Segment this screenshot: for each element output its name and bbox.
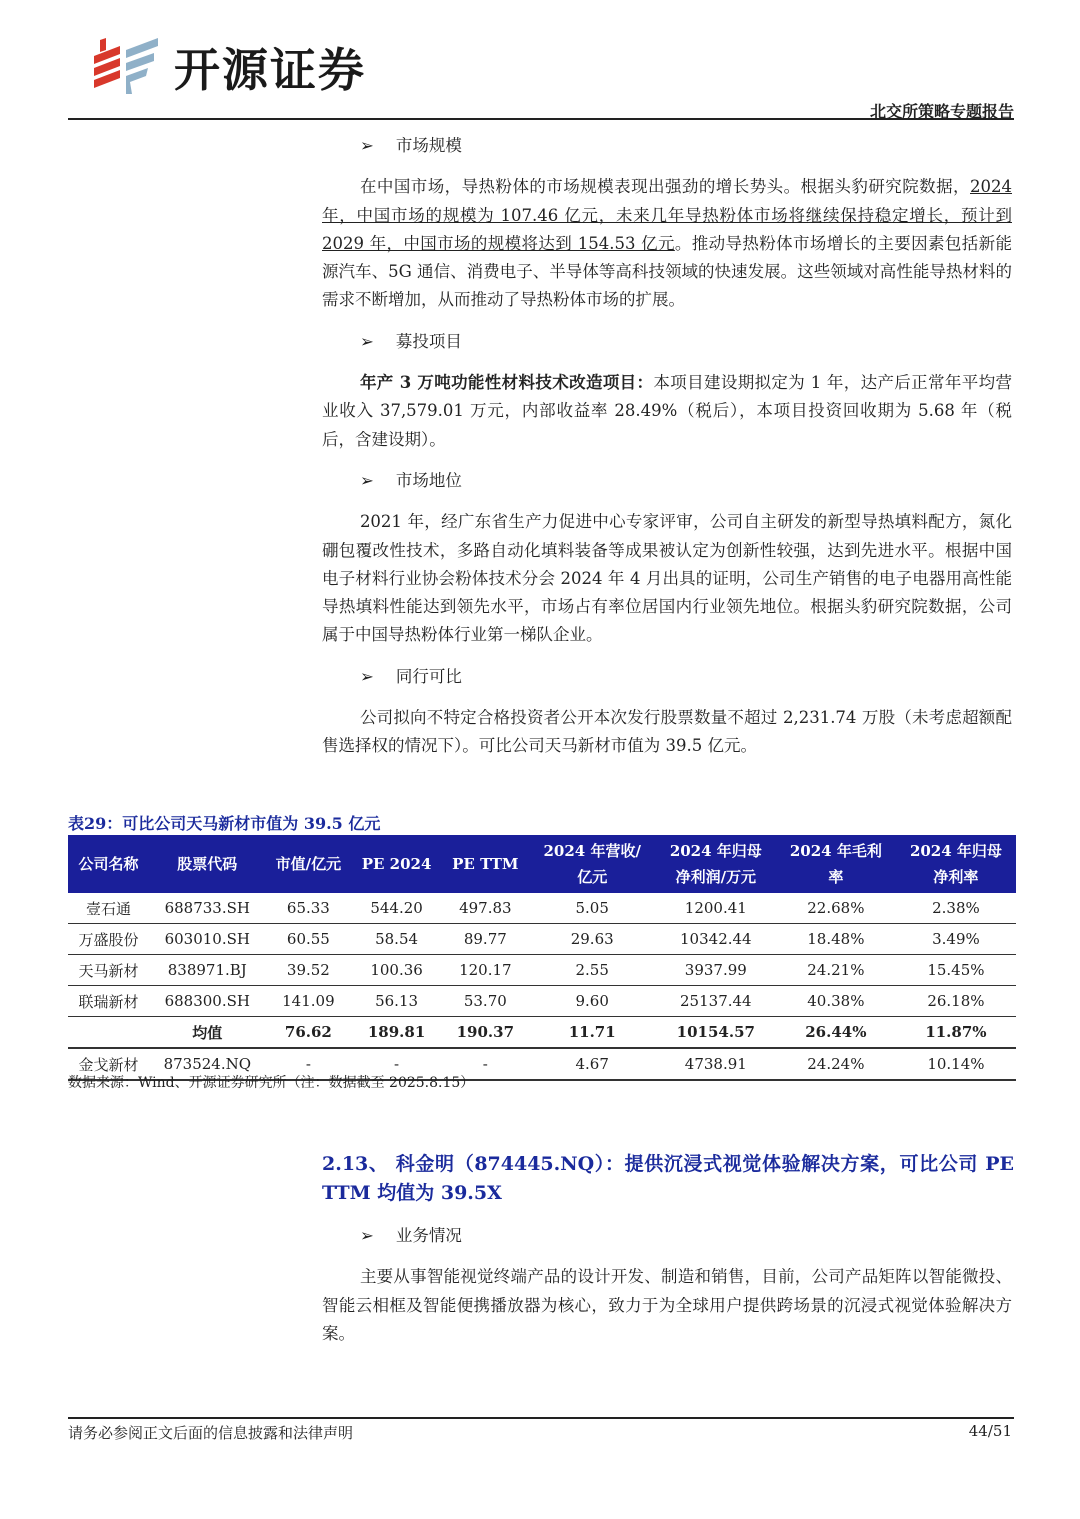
column-header: 2024 年归母 净利率	[909, 842, 1002, 886]
table-cell: 26.18%	[896, 986, 1016, 1017]
arrow-bullet-icon: ➢	[360, 1226, 374, 1245]
table-header-row	[68, 835, 1016, 893]
column-header: PE TTM	[452, 855, 519, 873]
table-row	[68, 924, 1016, 955]
arrow-bullet-icon: ➢	[360, 666, 374, 686]
table-cell: 65.33	[266, 893, 351, 924]
table-row	[68, 1017, 1016, 1049]
text-run: 在中国市场，导热粉体的市场规模表现出强劲的增长势头。根据头豹研究院数据，	[359, 177, 970, 197]
comparable-companies-table	[68, 835, 1016, 1081]
table-cell: 120.17	[442, 955, 529, 986]
table-cell: 58.54	[351, 924, 442, 955]
table-cell: 18.48%	[776, 924, 896, 955]
table-cell: 76.62	[266, 1017, 351, 1049]
text-run: 本项目建设期拟定为 1 年，达产后正常年平均营业收入 37,579.01 万元，内部收益率 28.49%（税后），本项目投资回收期为 5.68 年（税后，含建设期）。	[322, 373, 1012, 449]
table-cell: 均值	[149, 1017, 266, 1049]
table-cell: 89.77	[442, 924, 529, 955]
table-cell: -	[351, 1048, 442, 1080]
table-cell: 11.71	[529, 1017, 656, 1049]
table-cell: 15.45%	[896, 955, 1016, 986]
table-row	[68, 955, 1016, 986]
table-title: 表29：可比公司天马新材市值为 39.5 亿元	[68, 814, 381, 833]
table-cell: 688300.SH	[149, 986, 266, 1017]
paragraph: 主要从事智能视觉终端产品的设计开发、制造和销售，目前，公司产品矩阵以智能微投、智能云相框及智能便携播放器为核心，致力于为全球用户提供跨场景的沉浸式视觉体验解决方案。	[322, 1267, 1012, 1343]
report-type: 北交所策略专题报告	[869, 102, 1014, 121]
column-header: 2024 年毛利 率	[789, 842, 882, 886]
table-cell: 141.09	[266, 986, 351, 1017]
table-cell: 壹石通	[68, 893, 149, 924]
table-cell: 100.36	[351, 955, 442, 986]
footer-divider	[68, 1417, 1014, 1419]
table-cell: 金戈新材	[68, 1048, 149, 1080]
table-cell: 24.24%	[776, 1048, 896, 1080]
table-row	[68, 893, 1016, 924]
text-run: 。推动导热粉体市场增长的主要因素包括新能源汽车、5G 通信、消费电子、半导体等高科技领域的快速发展。这些领域对高性能导热材料的需求不断增加，从而推动了导热粉体市场的扩展。	[322, 233, 1013, 310]
table-cell: 2.38%	[896, 893, 1016, 924]
table-cell: 天马新材	[68, 955, 149, 986]
table-cell: 40.38%	[776, 986, 896, 1017]
footer-disclaimer: 请务必参阅正文后面的信息披露和法律声明	[68, 1424, 354, 1442]
logo-text: 开源证券	[174, 43, 366, 97]
table-cell: 838971.BJ	[149, 955, 266, 986]
paragraph	[322, 369, 1012, 454]
text-run: 年产 3 万吨功能性材料技术改造项目：	[359, 373, 654, 393]
table-cell: 688733.SH	[149, 893, 266, 924]
table-cell: 497.83	[442, 893, 529, 924]
table-cell: 873524.NQ	[149, 1048, 266, 1080]
table-cell: 5.05	[529, 893, 656, 924]
table-cell: 4.67	[529, 1048, 656, 1080]
table-cell: 万盛股份	[68, 924, 149, 955]
table-cell: 56.13	[351, 986, 442, 1017]
table-cell: 25137.44	[656, 986, 776, 1017]
text-run: 2024 年，中国市场的规模为 107.46 亿元，未来几年导热粉体市场将继续保持稳定增长，预计到 2029 年，中国市场的规模将达到 154.53 亿元	[322, 177, 1012, 253]
column-header: 2024 年营收/ 亿元	[543, 842, 641, 886]
bullet-heading: ➢ 市场地位	[360, 467, 1012, 495]
table-cell	[68, 1017, 149, 1049]
page-number: 44/51	[968, 1422, 1012, 1440]
table-cell: 10.14%	[896, 1048, 1016, 1080]
section-heading: 2.13、 科金明（874445.NQ）：提供沉浸式视觉体验解决方案，可比公司 PE TTM 均值为 39.5X	[322, 1153, 1014, 1204]
table-cell: 24.21%	[776, 955, 896, 986]
table-cell: 2.55	[529, 955, 656, 986]
column-header: PE 2024	[361, 855, 432, 873]
table-cell: 29.63	[529, 924, 656, 955]
column-header: 2024 年归母 净利润/万元	[669, 842, 762, 886]
logo-mark-icon	[90, 36, 162, 98]
header-divider	[68, 118, 1014, 120]
table-cell: 3937.99	[656, 955, 776, 986]
table-cell: 190.37	[442, 1017, 529, 1049]
table-source: 数据来源：Wind、开源证券研究所（注：数据截至 2025.8.15）	[68, 1075, 475, 1091]
paragraph	[322, 704, 1012, 761]
paragraph	[322, 508, 1012, 649]
table-cell: 4738.91	[656, 1048, 776, 1080]
table-cell: 60.55	[266, 924, 351, 955]
table-cell: 9.60	[529, 986, 656, 1017]
table-cell: 11.87%	[896, 1017, 1016, 1049]
table-cell: -	[442, 1048, 529, 1080]
paragraph	[322, 173, 1012, 314]
table-cell: 53.70	[442, 986, 529, 1017]
bullet-heading: ➢ 业务情况	[360, 1222, 1012, 1250]
column-header: 股票代码	[177, 855, 238, 873]
arrow-bullet-icon: ➢	[360, 136, 374, 155]
company-logo	[90, 34, 366, 100]
text-run: 2021 年，经广东省生产力促进中心专家评审，公司自主研发的新型导热填料配方，氮化硼包覆改性技术，多路自动化填料装备等成果被认定为创新性较强，达到先进水平。根据中国电子材料行业协会粉体技术分会 2024 年 4 月出具的证明，公司生产销售的电子电器用高性能导热填料性能达到领先水平，市场占有率位居国内行业领先地位。根据头豹研究院数据，公司属于中国导热粉体行业第一梯队企业。	[322, 512, 1012, 645]
table-cell: 联瑞新材	[68, 986, 149, 1017]
table-row	[68, 986, 1016, 1017]
table-cell: 189.81	[351, 1017, 442, 1049]
table-cell: -	[266, 1048, 351, 1080]
text-run: 公司拟向不特定合格投资者公开本次发行股票数量不超过 2,231.74 万股（未考虑超额配售选择权的情况下）。可比公司天马新材市值为 39.5 亿元。	[322, 708, 1012, 756]
arrow-bullet-icon: ➢	[360, 331, 374, 351]
table-cell: 10342.44	[656, 924, 776, 955]
table-cell: 22.68%	[776, 893, 896, 924]
table-cell: 3.49%	[896, 924, 1016, 955]
table-cell: 603010.SH	[149, 924, 266, 955]
table-cell: 26.44%	[776, 1017, 896, 1049]
table-cell: 544.20	[351, 893, 442, 924]
bullet-heading: ➢ 市场规模	[360, 132, 1012, 160]
body-text	[322, 132, 1012, 774]
arrow-bullet-icon: ➢	[360, 470, 374, 490]
bullet-heading: ➢ 同行可比	[360, 663, 1012, 691]
table-cell: 1200.41	[656, 893, 776, 924]
table-cell: 10154.57	[656, 1017, 776, 1049]
bullet-heading: ➢ 募投项目	[360, 328, 1012, 356]
table-cell: 39.52	[266, 955, 351, 986]
column-header: 公司名称	[78, 855, 139, 873]
column-header: 市值/亿元	[275, 855, 342, 873]
